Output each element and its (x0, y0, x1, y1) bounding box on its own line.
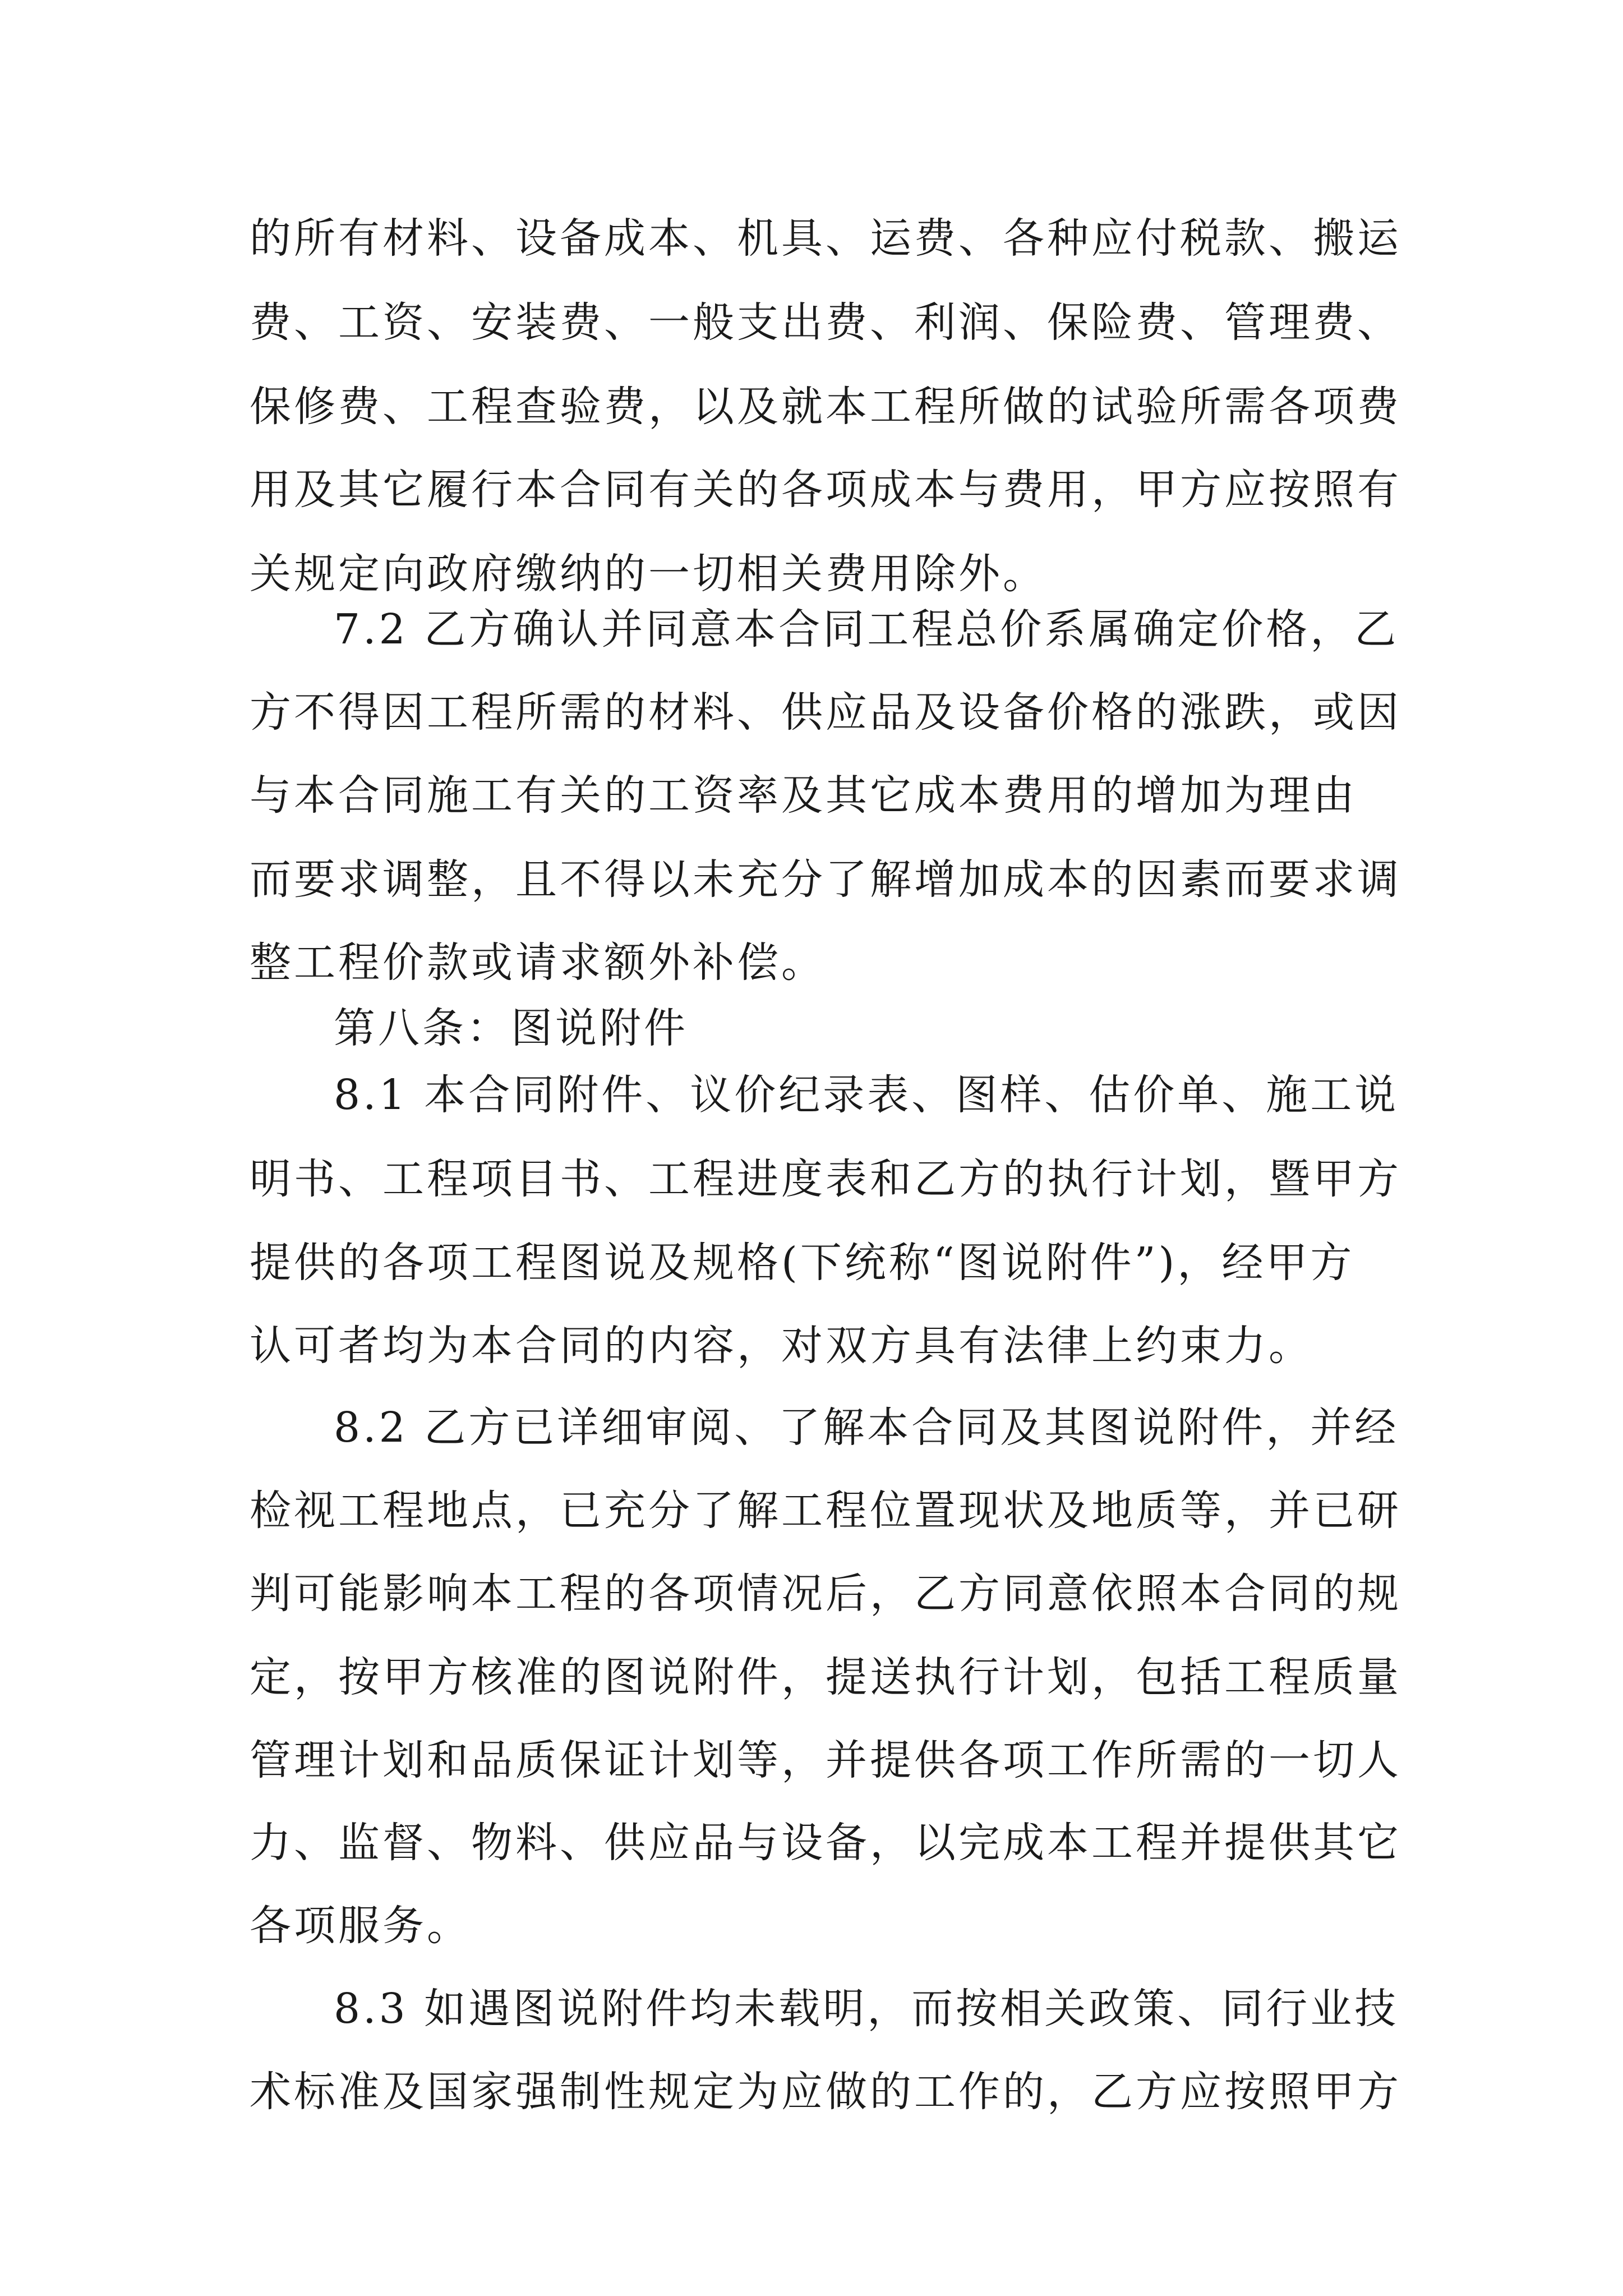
text-line: 用及其它履行本合同有关的各项成本与费用，甲方应按照有 (250, 466, 1401, 514)
section-heading-article-8: 第八条：图说附件 (334, 1004, 688, 1052)
text-line: 费、工资、安装费、一般支出费、利润、保险费、管理费、 (250, 298, 1401, 347)
paragraph-7-2-start: 7.2 乙方确认并同意本合同工程总价系属确定价格，乙 (334, 605, 1399, 654)
text-line: 明书、工程项目书、工程进度表和乙方的执行计划，暨甲方 (250, 1155, 1401, 1203)
text-line: 术标准及国家强制性规定为应做的工作的，乙方应按照甲方 (250, 2068, 1401, 2116)
text-line: 整工程价款或请求额外补偿。 (250, 938, 826, 987)
text-line: 方不得因工程所需的材料、供应品及设备价格的涨跌，或因 (250, 688, 1401, 737)
paragraph-8-1-start: 8.1 本合同附件、议价纪录表、图样、估价单、施工说 (334, 1071, 1399, 1119)
text-line: 认可者均为本合同的内容，对双方具有法律上约束力。 (250, 1322, 1313, 1370)
text-line: 各项服务。 (250, 1902, 471, 1950)
paragraph-8-3-start: 8.3 如遇图说附件均未载明，而按相关政策、同行业技 (334, 1985, 1399, 2033)
text-line: 关规定向政府缴纳的一切相关费用除外。 (250, 550, 1047, 598)
text-line: 管理计划和品质保证计划等，并提供各项工作所需的一切人 (250, 1736, 1401, 1784)
text-line: 与本合同施工有关的工资率及其它成本费用的增加为理由 (250, 771, 1357, 820)
text-line: 力、监督、物料、供应品与设备，以完成本工程并提供其它 (250, 1819, 1401, 1867)
paragraph-8-2-start: 8.2 乙方已详细审阅、了解本合同及其图说附件，并经 (334, 1404, 1399, 1452)
text-line: 定，按甲方核准的图说附件，提送执行计划，包括工程质量 (250, 1653, 1401, 1701)
text-line: 保修费、工程查验费，以及就本工程所做的试验所需各项费 (250, 383, 1401, 431)
text-line: 判可能影响本工程的各项情况后，乙方同意依照本合同的规 (250, 1570, 1401, 1618)
text-line: 检视工程地点，已充分了解工程位置现状及地质等，并已研 (250, 1487, 1401, 1535)
text-line: 而要求调整，且不得以未充分了解增加成本的因素而要求调 (250, 855, 1401, 904)
text-line: 提供的各项工程图说及规格(下统称“图说附件”)，经甲方 (250, 1239, 1355, 1287)
text-line: 的所有材料、设备成本、机具、运费、各种应付税款、搬运 (250, 214, 1401, 263)
